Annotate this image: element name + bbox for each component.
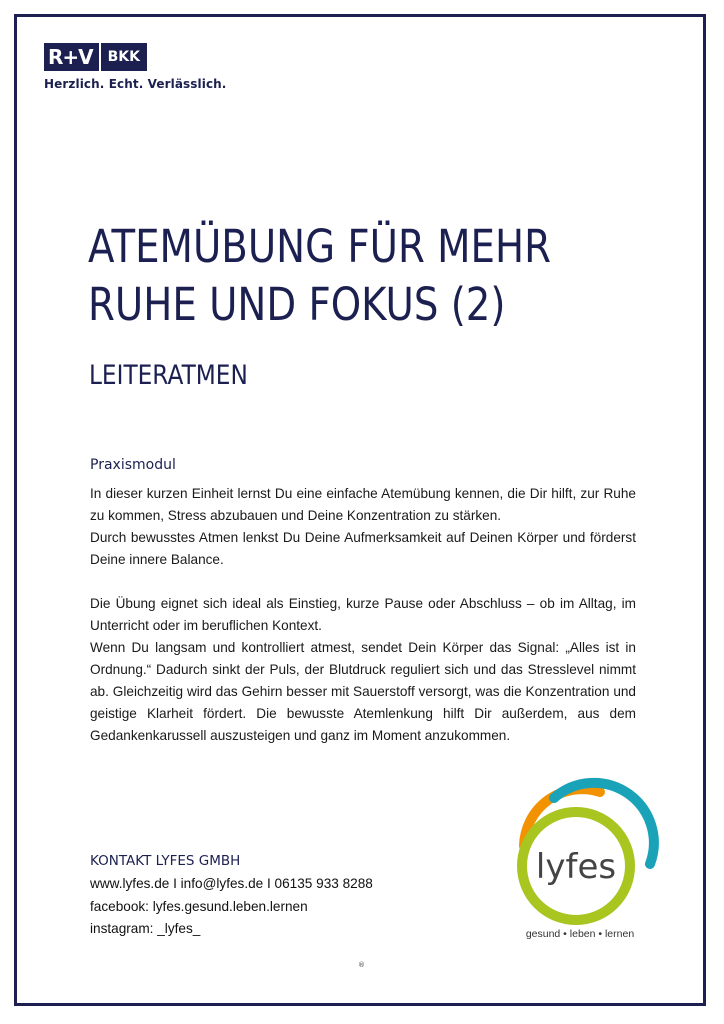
body-text <box>90 483 636 747</box>
contact-instagram: instagram: _lyfes_ <box>90 921 201 936</box>
title-line-2: RUHE UND FOKUS (2) <box>88 278 506 331</box>
paragraph-4: Wenn Du langsam und kontrolliert atmest, sendet Dein Körper das Signal: „Alles ist in Ordnung.“ Dadurch sinkt der Puls, der Blutdruck reguliert sich und das Stresslevel nimmt ab. Gleichzeitig wird das Gehirn besser mit Sauerstoff versorgt, was die Konzentration und geistige Klarheit fördert. Die bewusste Atemlenkung hilft Dir außerdem, aus dem Gedankenkarussell auszusteigen und ganz im Moment anzukommen. <box>90 640 636 743</box>
brand-tagline: Herzlich. Echt. Verlässlich. <box>44 77 227 91</box>
lyfes-wordmark: lyfes <box>535 847 617 887</box>
contact-facebook: facebook: lyfes.gesund.leben.lernen <box>90 898 308 914</box>
page-title <box>88 218 604 334</box>
lyfes-tagline: gesund • leben • lernen <box>525 928 635 940</box>
lyfes-logo <box>510 776 660 940</box>
section-label: Praxismodul <box>90 457 176 473</box>
lyfes-circles-icon <box>510 776 660 926</box>
contact-block <box>90 853 373 941</box>
registered-mark: ® <box>358 961 365 969</box>
paragraph-1: In dieser kurzen Einheit lernst Du eine einfache Atemübung kennen, die Dir hilft, zur Ruhe zu kommen, Stress abzubauen und Deine Konzentration zu stärken. <box>90 486 636 523</box>
bkk-logo-text: BKK <box>101 43 147 71</box>
title-line-1: ATEMÜBUNG FÜR MEHR <box>88 220 552 273</box>
rv-bkk-logo <box>44 43 226 91</box>
contact-web-email-phone: www.lyfes.de I info@lyfes.de I 06135 933 8288 <box>90 876 373 891</box>
rv-logo-text: R+V <box>44 43 99 71</box>
rv-bkk-logo-mark <box>44 43 226 71</box>
contact-title: KONTAKT LYFES GMBH <box>90 853 241 869</box>
paragraph-2: Durch bewusstes Atmen lenkst Du Deine Aufmerksamkeit auf Deinen Körper und förderst Deine innere Balance. <box>90 530 636 567</box>
paragraph-3: Die Übung eignet sich ideal als Einstieg, kurze Pause oder Abschluss – ob im Alltag, im Unterricht oder im beruflichen Kontext. <box>90 596 636 633</box>
page-subtitle: LEITERATMEN <box>89 360 248 391</box>
